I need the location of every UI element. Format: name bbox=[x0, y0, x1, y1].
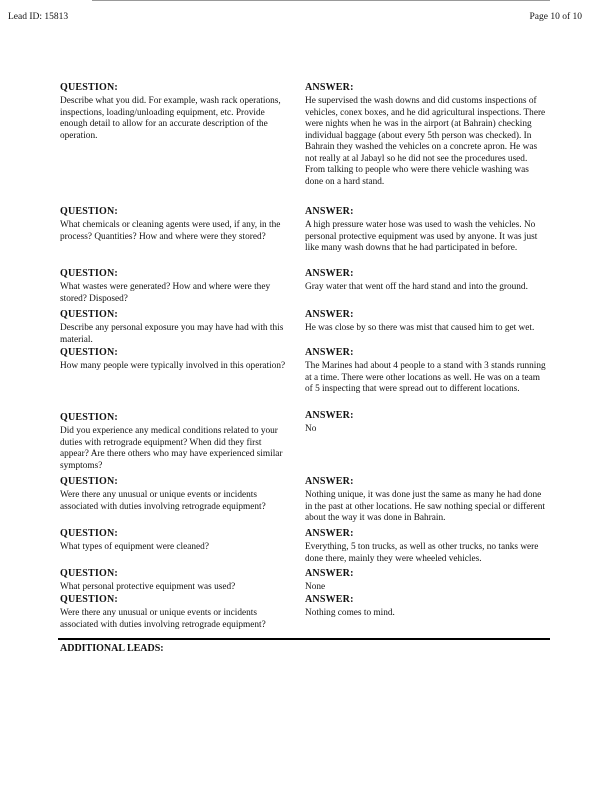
question-block bbox=[60, 568, 292, 594]
question-label: QUESTION: bbox=[60, 476, 118, 487]
question-text: Describe what you did. For example, wash rack operations, inspections, loading/unloading equipment, etc. Provide enough detail to allow for an accurate description of the operation. bbox=[60, 96, 281, 141]
answer-text: No bbox=[305, 424, 317, 434]
answer-text: He was close by so there was mist that caused him to get wet. bbox=[305, 323, 535, 333]
question-label: QUESTION: bbox=[60, 412, 118, 423]
answer-label: ANSWER: bbox=[305, 410, 354, 421]
question-block bbox=[60, 347, 292, 373]
question-text: Were there any unusual or unique events or incidents associated with duties involving retrograde equipment? bbox=[60, 608, 266, 630]
question-label: QUESTION: bbox=[60, 268, 118, 279]
answer-label: ANSWER: bbox=[305, 309, 354, 320]
question-label: QUESTION: bbox=[60, 594, 118, 605]
question-label: QUESTION: bbox=[60, 309, 118, 320]
answer-text: Everything, 5 ton trucks, as well as other trucks, no tanks were done there, mainly they were wheeled vehicles. bbox=[305, 542, 539, 564]
question-text: Were there any unusual or unique events or incidents associated with duties involving retrograde equipment? bbox=[60, 490, 266, 512]
answer-label: ANSWER: bbox=[305, 82, 354, 93]
section-divider bbox=[58, 638, 550, 640]
question-block bbox=[60, 528, 292, 554]
question-label: QUESTION: bbox=[60, 568, 118, 579]
question-text: What personal protective equipment was used? bbox=[60, 582, 236, 592]
top-rule bbox=[92, 0, 550, 1]
question-text: What types of equipment were cleaned? bbox=[60, 542, 209, 552]
question-block bbox=[60, 594, 292, 631]
answer-block bbox=[305, 594, 549, 620]
answer-block bbox=[305, 309, 549, 335]
question-text: How many people were typically involved in this operation? bbox=[60, 361, 286, 371]
answer-block bbox=[305, 82, 549, 188]
question-block bbox=[60, 412, 292, 472]
answer-block bbox=[305, 268, 549, 294]
answer-label: ANSWER: bbox=[305, 568, 354, 579]
question-text: What wastes were generated? How and where were they stored? Disposed? bbox=[60, 282, 271, 304]
answer-block bbox=[305, 347, 549, 396]
lead-id: Lead ID: 15813 bbox=[8, 12, 69, 22]
question-label: QUESTION: bbox=[60, 206, 118, 217]
question-block bbox=[60, 476, 292, 513]
answer-label: ANSWER: bbox=[305, 347, 354, 358]
question-block bbox=[60, 309, 292, 346]
answer-label: ANSWER: bbox=[305, 528, 354, 539]
answer-text: A high pressure water hose was used to wash the vehicles. No personal protective equipment was used by anyone. It was just like many wash downs that he had participated in before. bbox=[305, 220, 538, 253]
additional-leads-heading: ADDITIONAL LEADS: bbox=[60, 643, 164, 654]
question-block bbox=[60, 82, 292, 142]
answer-label: ANSWER: bbox=[305, 268, 354, 279]
answer-text: Nothing comes to mind. bbox=[305, 608, 395, 618]
answer-label: ANSWER: bbox=[305, 206, 354, 217]
question-block bbox=[60, 268, 292, 305]
answer-block bbox=[305, 528, 549, 565]
question-block bbox=[60, 206, 292, 243]
answer-label: ANSWER: bbox=[305, 594, 354, 605]
answer-block bbox=[305, 476, 549, 525]
answer-text: Nothing unique, it was done just the same as many he had done in the past at other locations. He saw nothing special or different about the way it was done in Bahrain. bbox=[305, 490, 545, 523]
answer-text: The Marines had about 4 people to a stand with 3 stands running at a time. There were other locations as well. He was on a team of 5 inspecting that were spread out to different locations. bbox=[305, 361, 546, 394]
answer-block bbox=[305, 410, 549, 436]
answer-block bbox=[305, 206, 549, 255]
question-text: What chemicals or cleaning agents were used, if any, in the process? Quantities? How and where were they stored? bbox=[60, 220, 281, 242]
question-label: QUESTION: bbox=[60, 82, 118, 93]
answer-text: None bbox=[305, 582, 326, 592]
question-text: Did you experience any medical conditions related to your duties with retrograde equipment? When did they first appear? Are there others who may have experienced similar symptoms? bbox=[60, 426, 283, 471]
answer-label: ANSWER: bbox=[305, 476, 354, 487]
page-number: Page 10 of 10 bbox=[529, 12, 582, 22]
answer-text: He supervised the wash downs and did customs inspections of vehicles, conex boxes, and he did agricultural inspections. There were nights when he was in the airport (at Bahrain) checking individual baggage (about every 5th person was checked). In Bahrain they washed the vehicles on a concrete apron. He was not really at al Jabayl so he did not see the procedures used. From talking to people who were there vehicle washing was done on a hard stand. bbox=[305, 96, 546, 187]
answer-text: Gray water that went off the hard stand and into the ground. bbox=[305, 282, 528, 292]
question-label: QUESTION: bbox=[60, 528, 118, 539]
answer-block bbox=[305, 568, 549, 594]
question-label: QUESTION: bbox=[60, 347, 118, 358]
question-text: Describe any personal exposure you may have had with this material. bbox=[60, 323, 284, 345]
